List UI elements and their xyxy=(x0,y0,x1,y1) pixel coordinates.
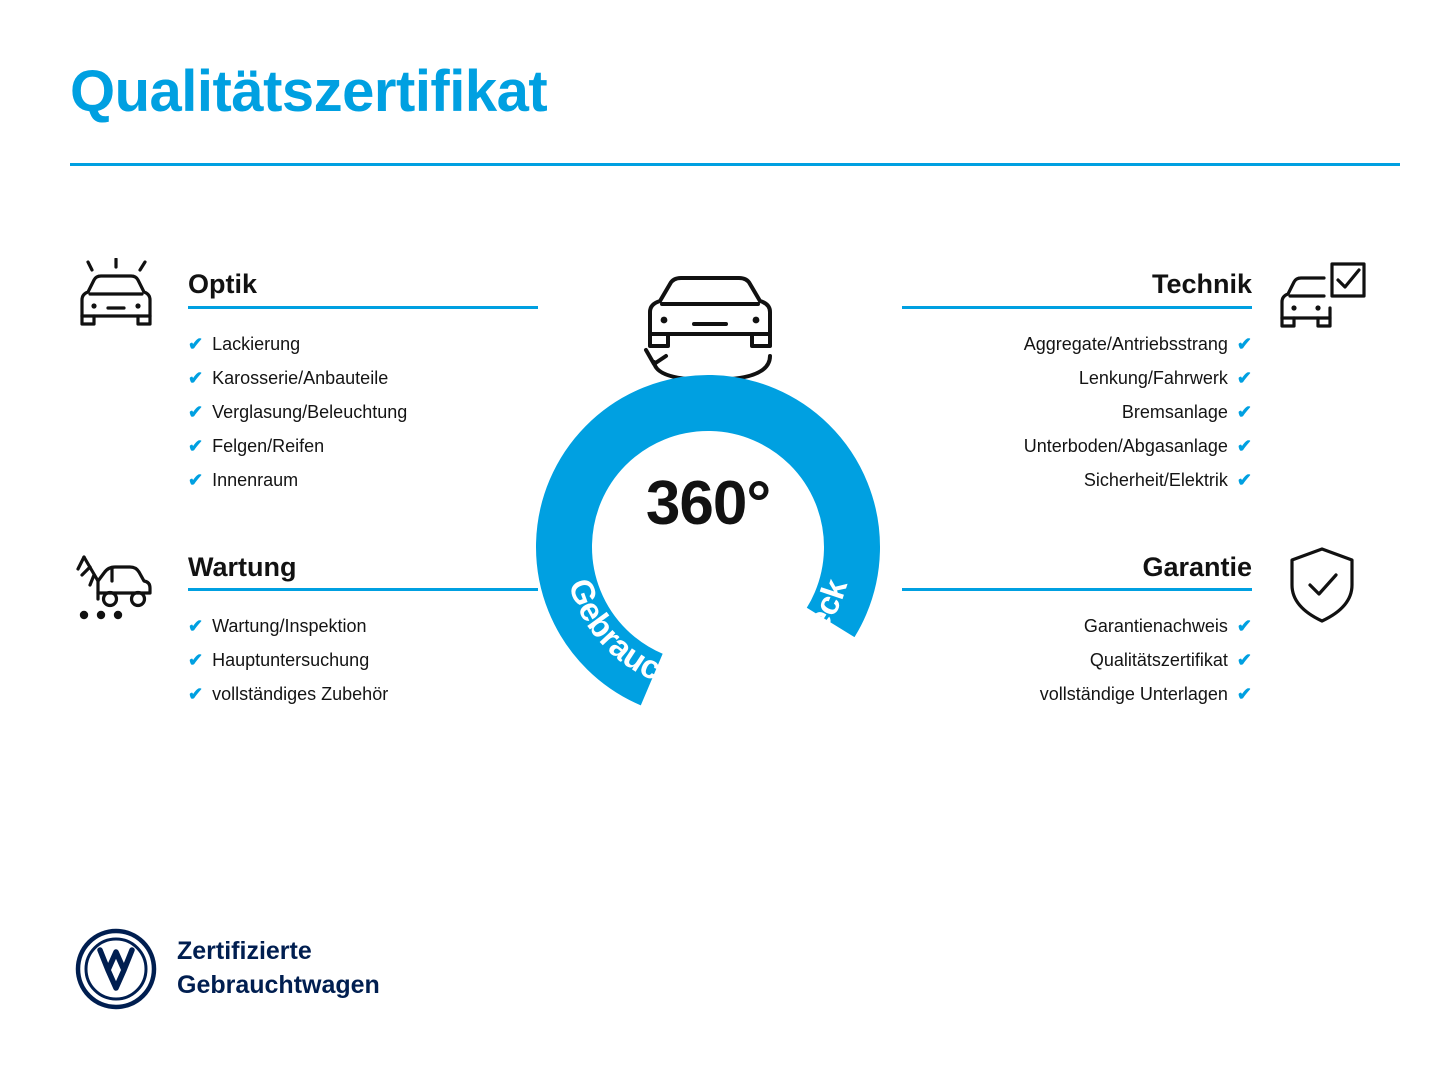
footer-brand xyxy=(75,928,380,1010)
check-icon: ✔ xyxy=(188,650,204,671)
checklist-garantie xyxy=(902,609,1252,711)
section-technik xyxy=(902,270,1372,497)
check-ring xyxy=(508,347,908,747)
check-icon: ✔ xyxy=(188,469,204,490)
list-item xyxy=(188,609,538,643)
list-item-label: Karosserie/Anbauteile xyxy=(212,367,389,388)
section-wartung xyxy=(68,553,538,712)
section-garantie xyxy=(902,553,1372,712)
section-optik xyxy=(68,270,538,497)
check-icon: ✔ xyxy=(1236,333,1252,354)
list-item xyxy=(188,361,538,395)
list-item xyxy=(188,643,538,677)
list-item-label: Sicherheit/Elektrik xyxy=(1083,469,1228,490)
car-checklist-icon xyxy=(1272,258,1372,348)
checklist-technik xyxy=(902,327,1252,497)
list-item xyxy=(902,609,1252,643)
check-icon: ✔ xyxy=(188,401,204,422)
svg-text:Gebrauchtwagen-Check: Gebrauchtwagen-Check xyxy=(561,573,855,699)
list-item xyxy=(902,395,1252,429)
list-item-label: Garantienachweis xyxy=(1083,616,1228,637)
list-item-label: vollständiges Zubehör xyxy=(212,684,389,705)
check-icon: ✔ xyxy=(1236,650,1252,671)
list-item xyxy=(188,327,538,361)
section-divider-optik xyxy=(188,306,538,309)
list-item xyxy=(188,463,538,497)
list-item xyxy=(902,463,1252,497)
list-item-label: Aggregate/Antriebsstrang xyxy=(1023,333,1228,354)
check-icon: ✔ xyxy=(1236,435,1252,456)
check-icon: ✔ xyxy=(1236,469,1252,490)
footer-line-2: Gebrauchtwagen xyxy=(177,971,380,999)
list-item-label: Lenkung/Fahrwerk xyxy=(1078,367,1228,388)
check-icon: ✔ xyxy=(1236,401,1252,422)
page-header xyxy=(70,59,1370,166)
list-item-label: Hauptuntersuchung xyxy=(212,650,370,671)
check-icon: ✔ xyxy=(188,367,204,388)
list-item-label: vollständige Unterlagen xyxy=(1039,684,1228,705)
list-item-label: Qualitätszertifikat xyxy=(1089,650,1228,671)
list-item xyxy=(902,361,1252,395)
list-item-label: Wartung/Inspektion xyxy=(212,616,367,637)
car-lift-icon xyxy=(68,541,168,631)
check-icon: ✔ xyxy=(188,616,204,637)
section-divider-garantie xyxy=(902,588,1252,591)
list-item xyxy=(902,643,1252,677)
section-title-optik: Optik xyxy=(188,269,258,299)
list-item xyxy=(902,327,1252,361)
page-title: Qualitätszertifikat xyxy=(70,59,548,124)
section-title-technik: Technik xyxy=(1151,269,1252,299)
list-item xyxy=(902,429,1252,463)
check-icon: ✔ xyxy=(1236,684,1252,705)
car-front-sparkle-icon xyxy=(68,258,168,348)
footer-line-1: Zertifizierte xyxy=(177,937,312,966)
check-icon: ✔ xyxy=(188,435,204,456)
list-item-label: Bremsanlage xyxy=(1121,401,1228,422)
vw-logo xyxy=(75,928,157,1010)
list-item-label: Felgen/Reifen xyxy=(212,435,325,456)
checklist-wartung xyxy=(188,609,538,711)
list-item xyxy=(188,395,538,429)
list-item xyxy=(902,677,1252,711)
header-divider xyxy=(70,163,1400,166)
check-icon: ✔ xyxy=(188,333,204,354)
list-item-label: Verglasung/Beleuchtung xyxy=(212,401,408,422)
section-title-garantie: Garantie xyxy=(1142,551,1252,582)
check-icon: ✔ xyxy=(188,684,204,705)
section-divider-technik xyxy=(902,306,1252,309)
left-column xyxy=(68,270,538,711)
degrees-label: 360° xyxy=(645,469,771,538)
section-divider-wartung xyxy=(188,588,538,591)
list-item-label: Innenraum xyxy=(212,469,299,490)
right-column xyxy=(902,270,1372,711)
list-item xyxy=(188,429,538,463)
check-icon: ✔ xyxy=(1236,616,1252,637)
list-item-label: Unterboden/Abgasanlage xyxy=(1023,435,1228,456)
section-title-wartung: Wartung xyxy=(188,551,297,582)
list-item-label: Lackierung xyxy=(212,333,301,354)
footer-text xyxy=(177,935,380,1003)
shield-check-icon xyxy=(1272,541,1372,631)
check-icon: ✔ xyxy=(1236,367,1252,388)
center-graphic xyxy=(508,262,932,699)
checklist-optik xyxy=(188,327,538,497)
list-item xyxy=(188,677,538,711)
